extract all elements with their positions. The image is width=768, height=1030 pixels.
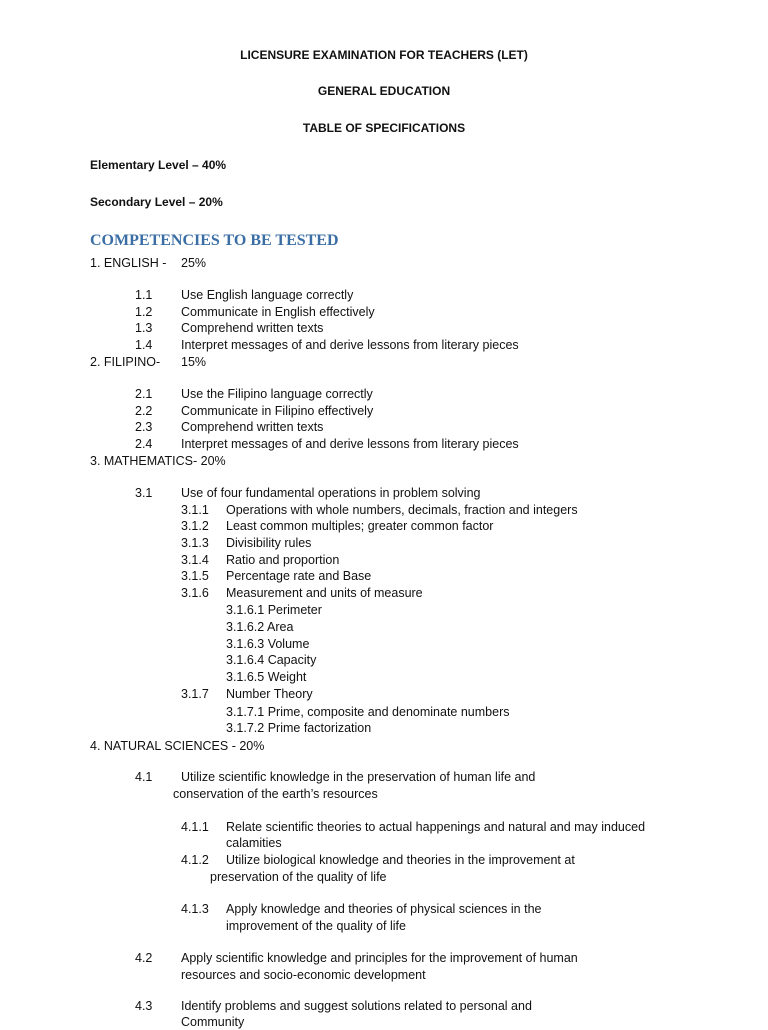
sub-item-text: Least common multiples; greater common factor	[226, 519, 494, 533]
sub-item-text: Apply knowledge and theories of physical sciences in the	[226, 902, 542, 916]
list-item-text: Interpret messages of and derive lessons from literary pieces	[181, 437, 519, 451]
sub-item-text: improvement of the quality of life	[226, 919, 406, 933]
measure-item: 3.1.6.4 Capacity	[226, 653, 317, 667]
sub-item-text: calamities	[226, 836, 282, 850]
sub-item-text: Operations with whole numbers, decimals, fraction and integers	[226, 503, 578, 517]
list-item-number: 3.1	[135, 486, 153, 500]
sub-item-text: Relate scientific theories to actual happenings and natural and may induced	[226, 820, 646, 834]
measure-item: 3.1.6.5 Weight	[226, 670, 307, 684]
list-item-text: conservation of the earth’s resources	[173, 787, 378, 801]
list-item-number: 4.2	[135, 951, 153, 965]
english-title: 1. ENGLISH -	[90, 256, 167, 270]
list-item-number: 2.4	[135, 437, 153, 451]
list-item-text: Apply scientific knowledge and principles for the improvement of human	[181, 951, 578, 965]
sub-item-number: 3.1.7	[181, 687, 209, 701]
list-item-text: Community	[181, 1015, 245, 1029]
sub-item-text: Utilize biological knowledge and theories in the improvement at	[226, 853, 575, 867]
list-item-text: Interpret messages of and derive lessons from literary pieces	[181, 338, 519, 352]
list-item-number: 2.3	[135, 420, 153, 434]
sub-item-text: Divisibility rules	[226, 536, 312, 550]
english-percent: 25%	[181, 256, 207, 270]
mathematics-title: 3. MATHEMATICS- 20%	[90, 454, 226, 468]
sub-item-text: Measurement and units of measure	[226, 586, 423, 600]
sub-item-text: Number Theory	[226, 687, 313, 701]
sub-item-number: 3.1.1	[181, 503, 209, 517]
list-item-text: Utilize scientific knowledge in the preservation of human life and	[181, 770, 536, 784]
sub-item-number: 3.1.6	[181, 586, 209, 600]
sub-item-number: 3.1.5	[181, 569, 209, 583]
table-title: TABLE OF SPECIFICATIONS	[302, 121, 466, 135]
subject-title: GENERAL EDUCATION	[317, 84, 451, 98]
list-item-text: Comprehend written texts	[181, 321, 324, 335]
list-item-text: Identify problems and suggest solutions related to personal and	[181, 999, 532, 1013]
sub-item-number: 4.1.2	[181, 853, 209, 867]
list-item-text: Comprehend written texts	[181, 420, 324, 434]
list-item-number: 4.3	[135, 999, 153, 1013]
competencies-heading: COMPETENCIES TO BE TESTED	[90, 232, 339, 249]
secondary-level: Secondary Level – 20%	[90, 195, 223, 209]
sub-item-text: Ratio and proportion	[226, 553, 340, 567]
list-item-number: 1.3	[135, 321, 153, 335]
list-item-text: Use the Filipino language correctly	[181, 387, 373, 401]
sub-item-text: preservation of the quality of life	[210, 870, 387, 884]
list-item-text: Communicate in Filipino effectively	[181, 404, 374, 418]
sub-item-text: Percentage rate and Base	[226, 569, 372, 583]
list-item-number: 2.1	[135, 387, 153, 401]
sub-item-number: 3.1.3	[181, 536, 209, 550]
list-item-text: Communicate in English effectively	[181, 305, 375, 319]
sub-item-number: 4.1.3	[181, 902, 209, 916]
measure-item: 3.1.6.2 Area	[226, 620, 294, 634]
list-item-number: 1.1	[135, 288, 153, 302]
elementary-level: Elementary Level – 40%	[90, 158, 227, 172]
natural-sciences-title: 4. NATURAL SCIENCES - 20%	[90, 739, 265, 753]
measure-item: 3.1.6.3 Volume	[226, 637, 310, 651]
number-theory-item: 3.1.7.2 Prime factorization	[226, 721, 372, 735]
list-item-text: Use English language correctly	[181, 288, 354, 302]
sub-item-number: 3.1.2	[181, 519, 209, 533]
filipino-title: 2. FILIPINO-	[90, 355, 161, 369]
list-item-text: resources and socio-economic development	[181, 968, 426, 982]
list-item-number: 1.2	[135, 305, 153, 319]
filipino-percent: 15%	[181, 355, 207, 369]
sub-item-number: 4.1.1	[181, 820, 209, 834]
list-item-number: 4.1	[135, 770, 153, 784]
document-title: LICENSURE EXAMINATION FOR TEACHERS (LET)	[240, 48, 528, 62]
measure-item: 3.1.6.1 Perimeter	[226, 603, 322, 617]
list-item-text: Use of four fundamental operations in problem solving	[181, 486, 481, 500]
number-theory-item: 3.1.7.1 Prime, composite and denominate numbers	[226, 705, 510, 719]
list-item-number: 2.2	[135, 404, 153, 418]
list-item-number: 1.4	[135, 338, 153, 352]
sub-item-number: 3.1.4	[181, 553, 209, 567]
